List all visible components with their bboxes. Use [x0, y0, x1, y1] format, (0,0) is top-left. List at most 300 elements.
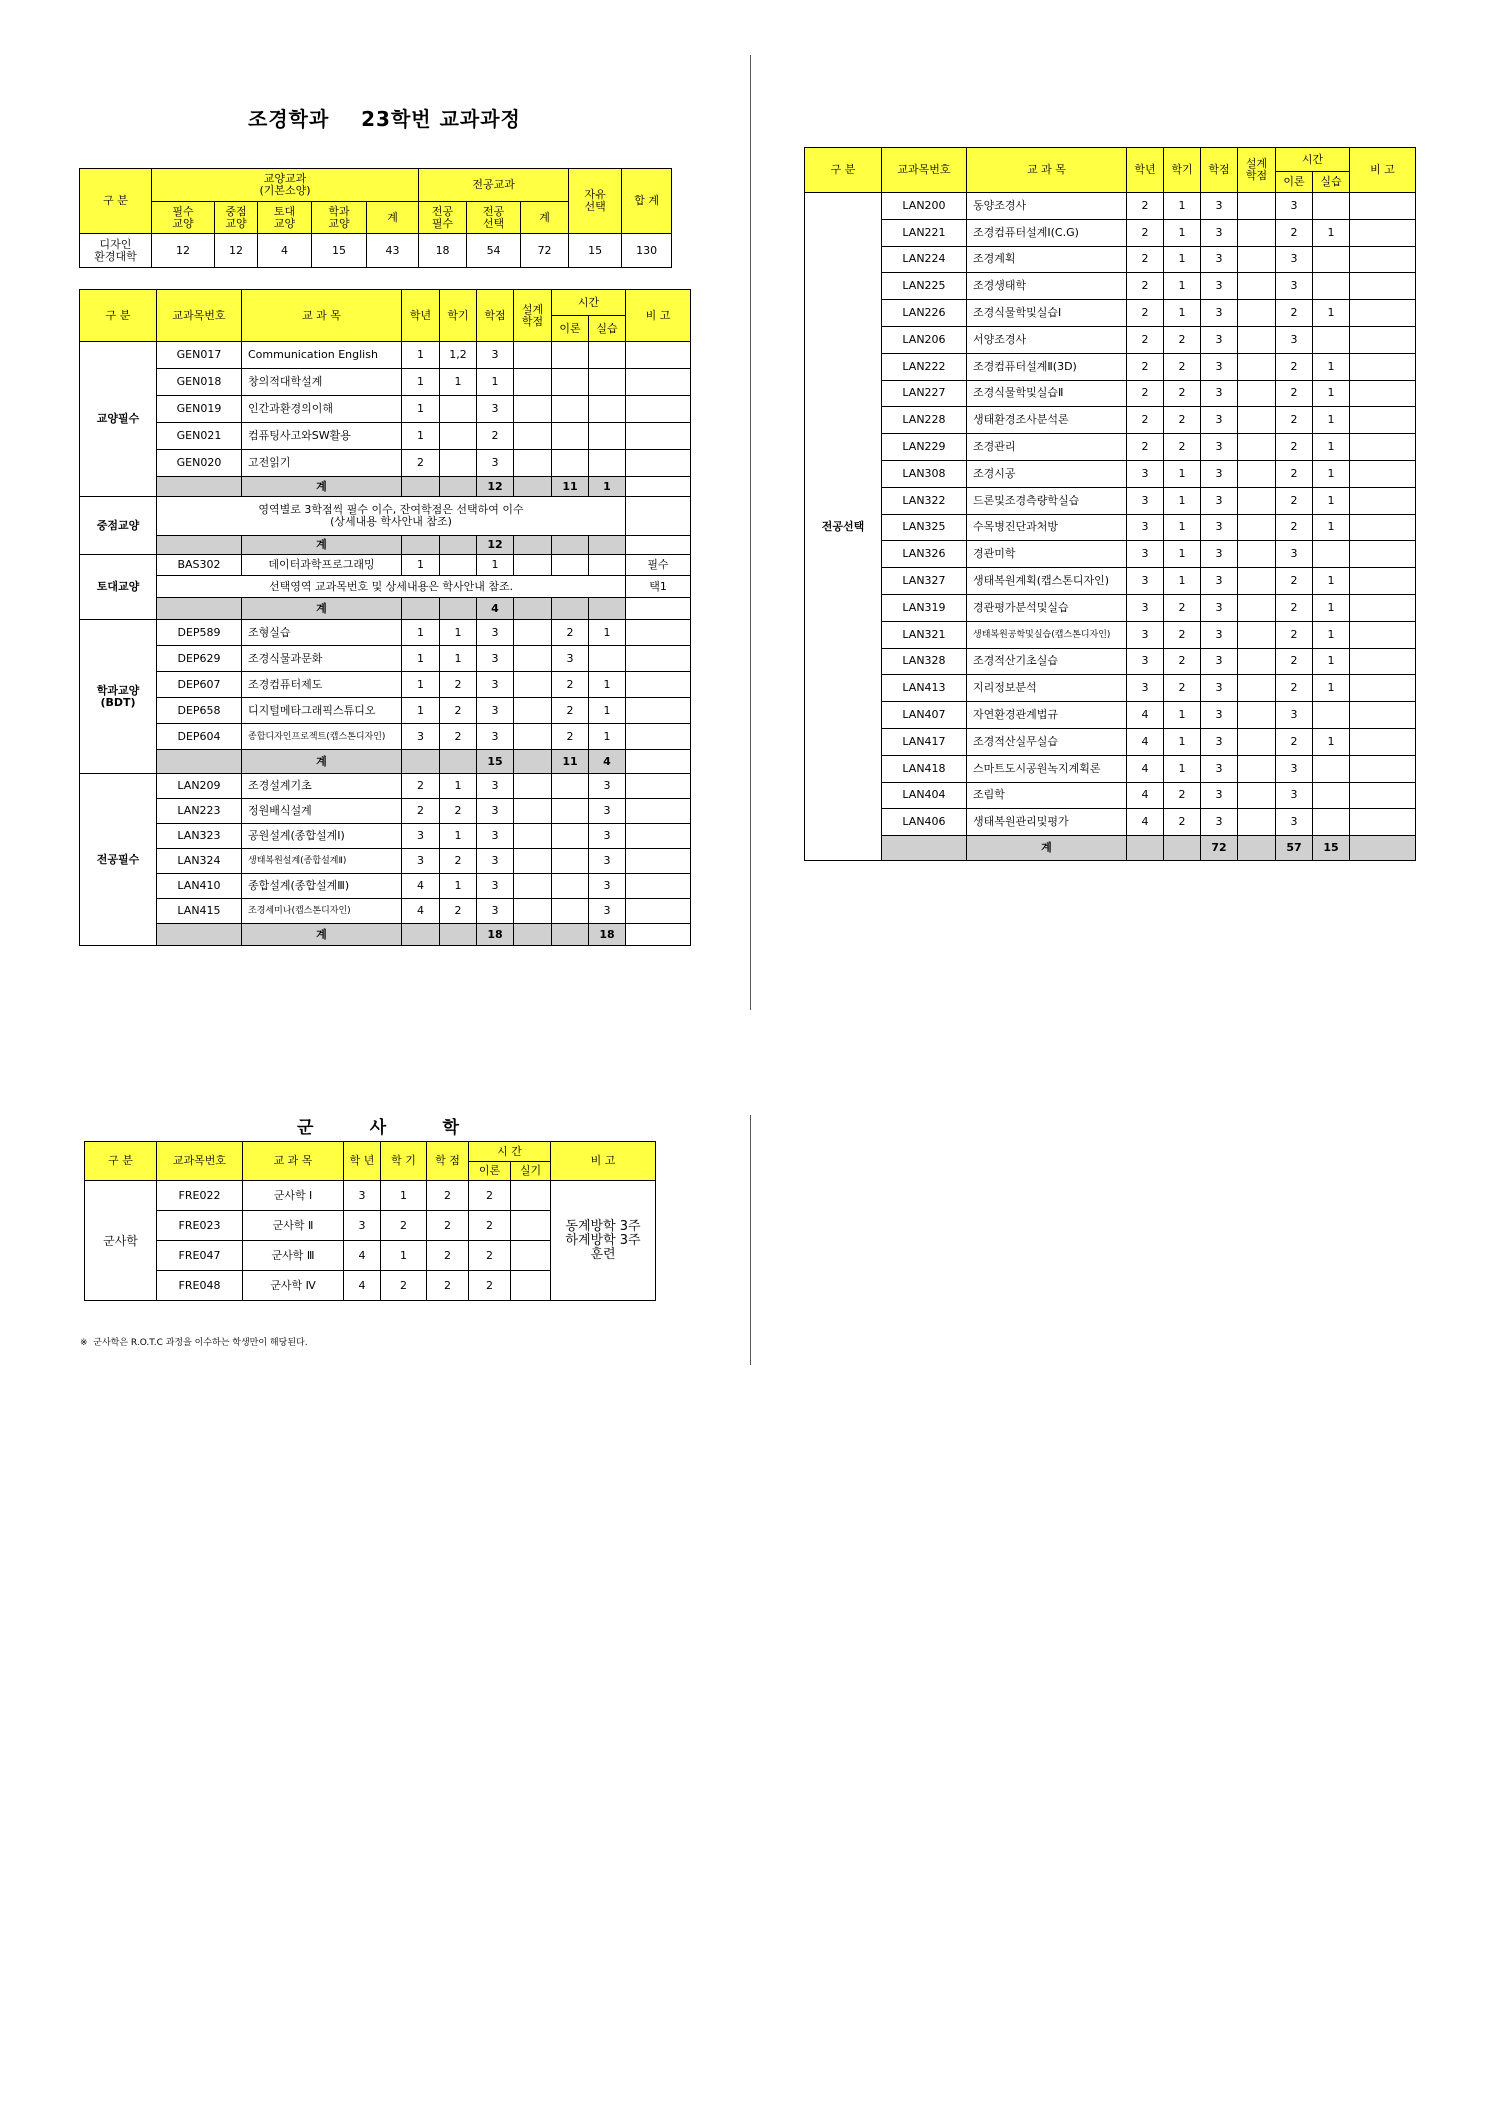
total-theory — [552, 924, 589, 946]
course-credit: 3 — [1201, 434, 1238, 461]
course-note — [1350, 326, 1416, 353]
course-year: 3 — [1127, 487, 1164, 514]
course-theory — [552, 774, 589, 799]
course-theory — [552, 799, 589, 824]
course-note — [1350, 193, 1416, 220]
course-note — [626, 450, 691, 477]
course-practice — [1313, 193, 1350, 220]
course-year: 3 — [1127, 594, 1164, 621]
course-sem: 1 — [1164, 514, 1201, 541]
table-cell — [440, 536, 477, 555]
course-theory: 3 — [1276, 755, 1313, 782]
course-theory — [552, 396, 589, 423]
course-code: LAN221 — [882, 219, 967, 246]
course-code: LAN407 — [882, 702, 967, 729]
course-sem: 2 — [440, 799, 477, 824]
course-year: 3 — [1127, 514, 1164, 541]
table-cell — [626, 497, 691, 536]
course-credit: 3 — [477, 620, 514, 646]
curriculum-table-right — [804, 147, 1416, 861]
course-design — [1238, 728, 1276, 755]
course-sem: 2 — [1164, 353, 1201, 380]
table-cell — [1127, 836, 1164, 861]
course-name: 스마트도시공원녹지계획론 — [967, 755, 1127, 782]
mil-course-name: 군사학 Ⅰ — [243, 1181, 344, 1211]
header-code: 교과목번호 — [157, 290, 242, 342]
mil-course-practice — [511, 1211, 551, 1241]
page-divider-bottom — [750, 1115, 751, 1365]
table-row — [80, 598, 691, 620]
course-credit: 3 — [1201, 407, 1238, 434]
table-row — [805, 702, 1416, 729]
course-code: LAN327 — [882, 568, 967, 595]
course-credit: 3 — [1201, 219, 1238, 246]
course-year: 2 — [1127, 407, 1164, 434]
course-note — [1350, 380, 1416, 407]
table-row — [80, 899, 691, 924]
course-practice: 1 — [589, 724, 626, 750]
table-cell — [157, 536, 242, 555]
course-note — [626, 824, 691, 849]
course-design — [1238, 514, 1276, 541]
table-row — [80, 169, 672, 202]
course-note — [1350, 675, 1416, 702]
course-theory — [552, 824, 589, 849]
course-name: 데이터과학프로그래밍 — [242, 555, 402, 576]
course-code: LAN321 — [882, 621, 967, 648]
course-sem: 1 — [1164, 193, 1201, 220]
total-practice: 4 — [589, 750, 626, 774]
course-year: 3 — [1127, 675, 1164, 702]
table-row — [80, 536, 691, 555]
course-credit: 3 — [1201, 594, 1238, 621]
summary-subheader: 전공 필수 — [419, 202, 467, 234]
course-design — [514, 849, 552, 874]
mil-header-name: 교 과 목 — [243, 1142, 344, 1181]
course-year: 4 — [402, 899, 440, 924]
course-credit: 3 — [1201, 246, 1238, 273]
course-sem: 2 — [1164, 621, 1201, 648]
course-year: 1 — [402, 555, 440, 576]
course-name: 인간과환경의이해 — [242, 396, 402, 423]
course-name: 조경설계기초 — [242, 774, 402, 799]
course-practice — [589, 369, 626, 396]
course-name: 생태복원설계(종합설계Ⅱ) — [242, 849, 402, 874]
course-year: 4 — [1127, 755, 1164, 782]
course-name: 조경적산기초실습 — [967, 648, 1127, 675]
course-note — [1350, 300, 1416, 327]
course-practice: 1 — [1313, 514, 1350, 541]
table-row — [80, 672, 691, 698]
course-code: LAN323 — [157, 824, 242, 849]
total-theory: 57 — [1276, 836, 1313, 861]
header-theory: 이론 — [1276, 172, 1313, 193]
header-sem: 학기 — [440, 290, 477, 342]
table-cell — [402, 477, 440, 497]
page-title: 조경학과 23학번 교과과정 — [248, 107, 521, 131]
mil-header-note: 비 고 — [551, 1142, 656, 1181]
course-practice: 1 — [1313, 353, 1350, 380]
course-sem: 2 — [1164, 326, 1201, 353]
course-credit: 3 — [1201, 621, 1238, 648]
total-label: 계 — [242, 477, 402, 497]
course-name: 경관미학 — [967, 541, 1127, 568]
summary-header-total: 합 계 — [622, 169, 672, 234]
table-row — [805, 148, 1416, 172]
course-theory: 3 — [1276, 326, 1313, 353]
table-cell — [882, 836, 967, 861]
table-row — [805, 273, 1416, 300]
course-note — [1350, 702, 1416, 729]
total-label: 계 — [242, 536, 402, 555]
table-row — [805, 836, 1416, 861]
table-row — [805, 487, 1416, 514]
mil-header-gubun: 구 분 — [85, 1142, 157, 1181]
course-credit: 3 — [477, 824, 514, 849]
table-cell — [440, 924, 477, 946]
course-credit: 2 — [477, 423, 514, 450]
course-theory: 3 — [1276, 193, 1313, 220]
course-note — [626, 799, 691, 824]
course-code: LAN325 — [882, 514, 967, 541]
table-row — [80, 423, 691, 450]
course-code: LAN225 — [882, 273, 967, 300]
table-cell — [157, 598, 242, 620]
course-design — [1238, 300, 1276, 327]
course-code: BAS302 — [157, 555, 242, 576]
course-name: 서양조경사 — [967, 326, 1127, 353]
course-sem — [440, 396, 477, 423]
course-note — [1350, 460, 1416, 487]
table-cell — [402, 598, 440, 620]
table-cell — [157, 477, 242, 497]
course-credit: 3 — [477, 646, 514, 672]
course-practice: 1 — [589, 620, 626, 646]
table-row — [805, 353, 1416, 380]
course-name: 종합설계(종합설계Ⅲ) — [242, 874, 402, 899]
course-design — [1238, 487, 1276, 514]
course-practice — [1313, 326, 1350, 353]
course-sem: 2 — [440, 698, 477, 724]
header-gubun: 구 분 — [80, 290, 157, 342]
summary-subheader: 토대 교양 — [258, 202, 312, 234]
course-year: 3 — [402, 824, 440, 849]
course-sem: 1 — [1164, 728, 1201, 755]
course-design — [1238, 407, 1276, 434]
course-year: 1 — [402, 620, 440, 646]
table-row — [805, 568, 1416, 595]
course-name: 창의적대학설계 — [242, 369, 402, 396]
course-theory: 2 — [1276, 300, 1313, 327]
header-name: 교 과 목 — [967, 148, 1127, 193]
course-note — [1350, 514, 1416, 541]
course-name: 조형실습 — [242, 620, 402, 646]
table-row — [805, 621, 1416, 648]
course-credit: 3 — [1201, 702, 1238, 729]
mil-course-sem: 1 — [381, 1181, 427, 1211]
course-practice: 3 — [589, 824, 626, 849]
table-cell — [626, 924, 691, 946]
course-design — [514, 724, 552, 750]
table-cell — [440, 477, 477, 497]
summary-value: 12 — [152, 234, 215, 268]
course-practice: 3 — [589, 799, 626, 824]
summary-value: 72 — [521, 234, 569, 268]
course-theory: 2 — [1276, 380, 1313, 407]
mil-course-practice — [511, 1271, 551, 1301]
course-sem: 2 — [440, 724, 477, 750]
course-code: GEN021 — [157, 423, 242, 450]
course-practice: 3 — [589, 774, 626, 799]
table-cell — [402, 924, 440, 946]
mil-course-sem: 2 — [381, 1271, 427, 1301]
course-year: 3 — [402, 849, 440, 874]
total-credit: 12 — [477, 477, 514, 497]
course-sem — [440, 450, 477, 477]
course-credit: 3 — [1201, 675, 1238, 702]
summary-header-gubun: 구 분 — [80, 169, 152, 234]
course-name: 조경적산실무실습 — [967, 728, 1127, 755]
mil-course-sem: 2 — [381, 1211, 427, 1241]
course-sem: 1 — [1164, 568, 1201, 595]
course-name: 조경시공 — [967, 460, 1127, 487]
course-code: LAN226 — [882, 300, 967, 327]
header-note: 비 고 — [1350, 148, 1416, 193]
total-credit: 12 — [477, 536, 514, 555]
course-practice: 1 — [1313, 460, 1350, 487]
course-note — [1350, 434, 1416, 461]
total-credit: 15 — [477, 750, 514, 774]
course-practice — [1313, 273, 1350, 300]
course-year: 2 — [402, 774, 440, 799]
course-design — [1238, 568, 1276, 595]
total-label: 계 — [242, 924, 402, 946]
course-credit: 3 — [1201, 755, 1238, 782]
course-sem: 2 — [1164, 434, 1201, 461]
course-practice: 1 — [1313, 407, 1350, 434]
course-year: 2 — [1127, 219, 1164, 246]
total-theory: 11 — [552, 477, 589, 497]
header-credit: 학점 — [477, 290, 514, 342]
course-name: 조경컴퓨터제도 — [242, 672, 402, 698]
course-note — [626, 698, 691, 724]
table-row — [805, 219, 1416, 246]
course-year: 4 — [402, 874, 440, 899]
course-year: 4 — [1127, 728, 1164, 755]
course-credit: 1 — [477, 555, 514, 576]
course-note — [1350, 809, 1416, 836]
curriculum-table-left — [79, 289, 691, 946]
header-practice: 실습 — [1313, 172, 1350, 193]
course-design — [1238, 219, 1276, 246]
course-credit: 3 — [1201, 273, 1238, 300]
mil-header-practice: 실기 — [511, 1162, 551, 1181]
course-design — [1238, 541, 1276, 568]
course-code: LAN228 — [882, 407, 967, 434]
course-note — [626, 849, 691, 874]
course-sem: 2 — [1164, 675, 1201, 702]
course-year: 1 — [402, 369, 440, 396]
course-design — [514, 799, 552, 824]
course-theory: 2 — [1276, 434, 1313, 461]
course-theory — [552, 423, 589, 450]
course-code: LAN222 — [882, 353, 967, 380]
course-year: 3 — [1127, 648, 1164, 675]
course-design — [1238, 648, 1276, 675]
course-note — [1350, 568, 1416, 595]
course-name: 조경식물학및실습Ⅱ — [967, 380, 1127, 407]
course-design — [514, 774, 552, 799]
mil-course-practice — [511, 1241, 551, 1271]
course-practice: 1 — [1313, 434, 1350, 461]
course-sem — [440, 555, 477, 576]
course-year: 2 — [1127, 326, 1164, 353]
course-credit: 3 — [477, 396, 514, 423]
total-practice: 15 — [1313, 836, 1350, 861]
course-design — [1238, 809, 1276, 836]
header-design: 설계 학점 — [1238, 148, 1276, 193]
course-sem: 2 — [1164, 380, 1201, 407]
table-row — [805, 782, 1416, 809]
mil-course-code: FRE022 — [157, 1181, 243, 1211]
table-row — [80, 342, 691, 369]
table-row — [805, 514, 1416, 541]
course-code: LAN319 — [882, 594, 967, 621]
course-note — [1350, 648, 1416, 675]
course-year: 3 — [1127, 460, 1164, 487]
table-cell — [402, 750, 440, 774]
course-theory: 2 — [552, 698, 589, 724]
course-code: DEP604 — [157, 724, 242, 750]
course-year: 1 — [402, 646, 440, 672]
summary-header-free: 자유 선택 — [569, 169, 622, 234]
course-credit: 3 — [1201, 648, 1238, 675]
course-practice — [1313, 809, 1350, 836]
table-cell — [589, 555, 626, 576]
course-theory: 2 — [552, 672, 589, 698]
course-practice — [589, 450, 626, 477]
table-row — [80, 774, 691, 799]
table-cell — [402, 536, 440, 555]
course-practice: 3 — [589, 874, 626, 899]
course-practice — [1313, 755, 1350, 782]
course-sem: 2 — [440, 672, 477, 698]
course-theory: 2 — [1276, 568, 1313, 595]
course-credit: 3 — [1201, 514, 1238, 541]
course-theory: 3 — [1276, 702, 1313, 729]
course-code: LAN404 — [882, 782, 967, 809]
course-theory: 3 — [1276, 273, 1313, 300]
total-practice: 1 — [589, 477, 626, 497]
mil-header-year: 학 년 — [344, 1142, 381, 1181]
table-cell — [157, 750, 242, 774]
summary-value: 15 — [569, 234, 622, 268]
course-design — [1238, 246, 1276, 273]
course-sem: 1 — [1164, 300, 1201, 327]
course-design — [1238, 702, 1276, 729]
course-theory: 2 — [1276, 487, 1313, 514]
table-cell — [514, 536, 552, 555]
course-theory: 3 — [1276, 809, 1313, 836]
course-practice — [589, 396, 626, 423]
table-row — [805, 594, 1416, 621]
header-year: 학년 — [402, 290, 440, 342]
table-cell — [1164, 836, 1201, 861]
table-row — [80, 620, 691, 646]
course-sem: 2 — [1164, 407, 1201, 434]
course-note — [626, 369, 691, 396]
course-name: 조경관리 — [967, 434, 1127, 461]
table-cell — [626, 536, 691, 555]
table-row — [80, 824, 691, 849]
total-theory — [552, 536, 589, 555]
course-code: LAN200 — [882, 193, 967, 220]
header-sem: 학기 — [1164, 148, 1201, 193]
course-practice: 1 — [1313, 648, 1350, 675]
summary-subheader: 계 — [367, 202, 419, 234]
course-theory: 3 — [552, 646, 589, 672]
course-design — [1238, 755, 1276, 782]
course-credit: 3 — [1201, 300, 1238, 327]
total-credit: 72 — [1201, 836, 1238, 861]
course-name: 정원배식설계 — [242, 799, 402, 824]
course-credit: 3 — [477, 799, 514, 824]
summary-table — [79, 168, 672, 268]
table-row — [80, 396, 691, 423]
group-label: 교양필수 — [80, 342, 157, 497]
course-name: 조경컴퓨터설계Ⅱ(3D) — [967, 353, 1127, 380]
group-note-line: 영역별로 3학점씩 필수 이수, 잔여학점은 선택하여 이수 (상세내용 학사안내 참조) — [157, 497, 626, 536]
course-sem: 1 — [440, 369, 477, 396]
course-design — [514, 824, 552, 849]
total-label: 계 — [242, 598, 402, 620]
course-practice: 1 — [589, 672, 626, 698]
course-note — [1350, 353, 1416, 380]
total-credit: 4 — [477, 598, 514, 620]
course-year: 3 — [1127, 568, 1164, 595]
course-sem: 1 — [1164, 219, 1201, 246]
course-theory — [552, 899, 589, 924]
course-sem — [440, 423, 477, 450]
mil-course-theory: 2 — [469, 1211, 511, 1241]
table-row — [80, 369, 691, 396]
course-sem: 1 — [1164, 460, 1201, 487]
summary-header-jeongong: 전공교과 — [419, 169, 569, 202]
course-credit: 3 — [1201, 728, 1238, 755]
course-theory — [552, 369, 589, 396]
course-name: 조경컴퓨터설계Ⅰ(C.G) — [967, 219, 1127, 246]
mil-course-sem: 1 — [381, 1241, 427, 1271]
table-row — [805, 434, 1416, 461]
course-sem: 1 — [1164, 541, 1201, 568]
course-theory: 3 — [1276, 541, 1313, 568]
course-name: 컴퓨팅사고와SW활용 — [242, 423, 402, 450]
course-note — [1350, 246, 1416, 273]
course-sem: 1 — [440, 646, 477, 672]
summary-value: 12 — [215, 234, 258, 268]
table-row — [805, 755, 1416, 782]
course-code: LAN413 — [882, 675, 967, 702]
course-design — [1238, 594, 1276, 621]
table-cell — [514, 924, 552, 946]
course-name: 경관평가분석및실습 — [967, 594, 1127, 621]
mil-course-credit: 2 — [427, 1181, 469, 1211]
course-credit: 1 — [477, 369, 514, 396]
table-cell — [157, 924, 242, 946]
mil-note: 동계방학 3주 하계방학 3주 훈련 — [551, 1181, 656, 1301]
table-cell — [626, 598, 691, 620]
course-name: 생태환경조사분석론 — [967, 407, 1127, 434]
